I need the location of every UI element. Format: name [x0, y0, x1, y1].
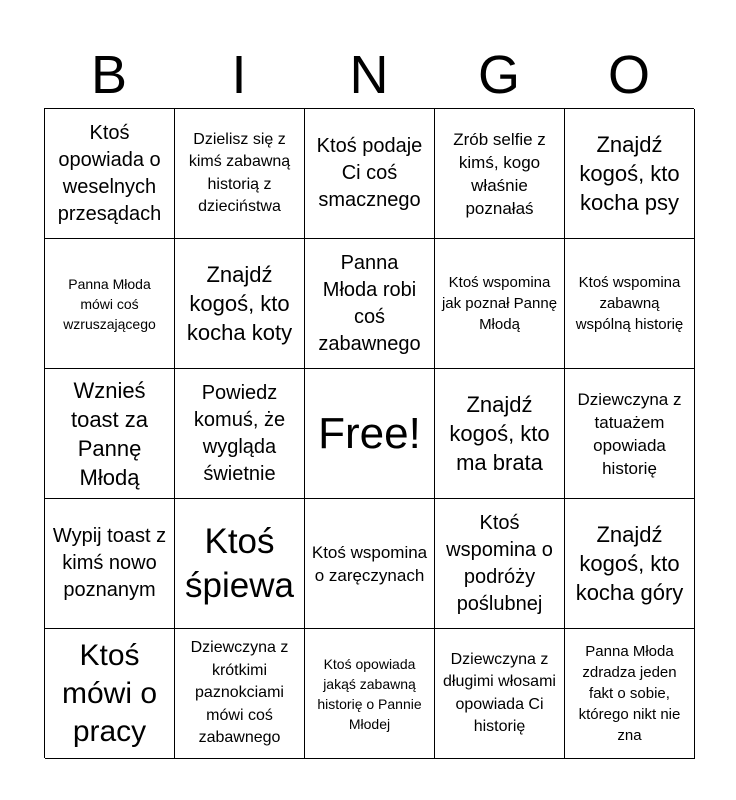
- bingo-cell-r2-c2[interactable]: [175, 239, 305, 369]
- bingo-cell-r1-c2[interactable]: [175, 109, 305, 239]
- cell-text: Ktoś podaje Ci coś smacznego: [316, 135, 423, 211]
- cell-text: Ktoś mówi o pracy: [61, 638, 158, 748]
- cell-text: Dziewczyna z tatuażem opowiada historię: [577, 389, 682, 478]
- bingo-cell-r4-c2[interactable]: [175, 499, 305, 629]
- cell-text: Panna Młoda robi coś zabawnego: [318, 251, 421, 355]
- bingo-cell-r3-c1[interactable]: [45, 369, 175, 499]
- cell-text: Zrób selfie z kimś, kogo właśnie poznałaś: [453, 129, 546, 218]
- bingo-cell-r4-c5[interactable]: [565, 499, 695, 629]
- bingo-cell-r4-c1[interactable]: [45, 499, 175, 629]
- bingo-cell-r5-c4[interactable]: [435, 629, 565, 759]
- cell-text: Ktoś śpiewa: [185, 521, 294, 605]
- cell-text: Ktoś wspomina o podróży poślubnej: [446, 511, 553, 615]
- cell-text: Ktoś wspomina jak poznał Pannę Młodą: [441, 274, 558, 333]
- bingo-header: [44, 42, 694, 108]
- cell-text: Znajdź kogoś, kto kocha psy: [579, 132, 680, 215]
- bingo-cell-r3-c5[interactable]: [565, 369, 695, 499]
- cell-text: Wznieś toast za Pannę Młodą: [70, 377, 149, 490]
- bingo-cell-r1-c1[interactable]: [45, 109, 175, 239]
- cell-text: Ktoś wspomina o zaręczynach: [311, 542, 428, 585]
- header-letter-g: G: [477, 45, 520, 105]
- cell-text: Ktoś opowiada jakąś zabawną historię o Pannie Młodej: [317, 655, 422, 732]
- header-letter-o: O: [607, 45, 650, 105]
- bingo-cell-free[interactable]: [305, 369, 435, 499]
- cell-text: Ktoś wspomina zabawną wspólną historię: [575, 274, 684, 333]
- bingo-cell-r3-c4[interactable]: [435, 369, 565, 499]
- cell-text: Wypij toast z kimś nowo poznanym: [52, 525, 167, 601]
- bingo-cell-r5-c1[interactable]: [45, 629, 175, 759]
- cell-text: Panna Młoda zdradza jeden fakt o sobie, którego nikt nie zna: [578, 643, 681, 744]
- header-letter-i: I: [231, 45, 247, 105]
- bingo-cell-r2-c1[interactable]: [45, 239, 175, 369]
- bingo-cell-r5-c3[interactable]: [305, 629, 435, 759]
- bingo-cell-r2-c4[interactable]: [435, 239, 565, 369]
- bingo-cell-r5-c5[interactable]: [565, 629, 695, 759]
- header-letter-n: N: [349, 45, 389, 105]
- bingo-cell-r1-c5[interactable]: [565, 109, 695, 239]
- bingo-grid: [44, 108, 694, 758]
- bingo-cell-r1-c3[interactable]: [305, 109, 435, 239]
- cell-text: Dzielisz się z kimś zabawną historią z dzieciństwa: [188, 130, 291, 215]
- cell-text: Znajdź kogoś, kto kocha góry: [575, 522, 684, 605]
- free-space-text: Free!: [318, 408, 421, 458]
- bingo-cell-r2-c3[interactable]: [305, 239, 435, 369]
- bingo-cell-r4-c3[interactable]: [305, 499, 435, 629]
- bingo-cell-r5-c2[interactable]: [175, 629, 305, 759]
- cell-text: Dziewczyna z długimi włosami opowiada Ci historię: [443, 650, 556, 735]
- cell-text: Panna Młoda mówi coś wzruszającego: [63, 275, 156, 332]
- cell-text: Dziewczyna z krótkimi paznokciami mówi coś zabawnego: [190, 639, 289, 747]
- cell-text: Znajdź kogoś, kto kocha koty: [186, 262, 293, 345]
- cell-text: Znajdź kogoś, kto ma brata: [449, 392, 550, 475]
- bingo-cell-r2-c5[interactable]: [565, 239, 695, 369]
- bingo-cell-r1-c4[interactable]: [435, 109, 565, 239]
- bingo-cell-r3-c2[interactable]: [175, 369, 305, 499]
- header-letter-b: B: [90, 45, 128, 105]
- bingo-cell-r4-c4[interactable]: [435, 499, 565, 629]
- cell-text: Powiedz komuś, że wygląda świetnie: [193, 381, 286, 485]
- cell-text: Ktoś opowiada o weselnych przesądach: [57, 121, 162, 225]
